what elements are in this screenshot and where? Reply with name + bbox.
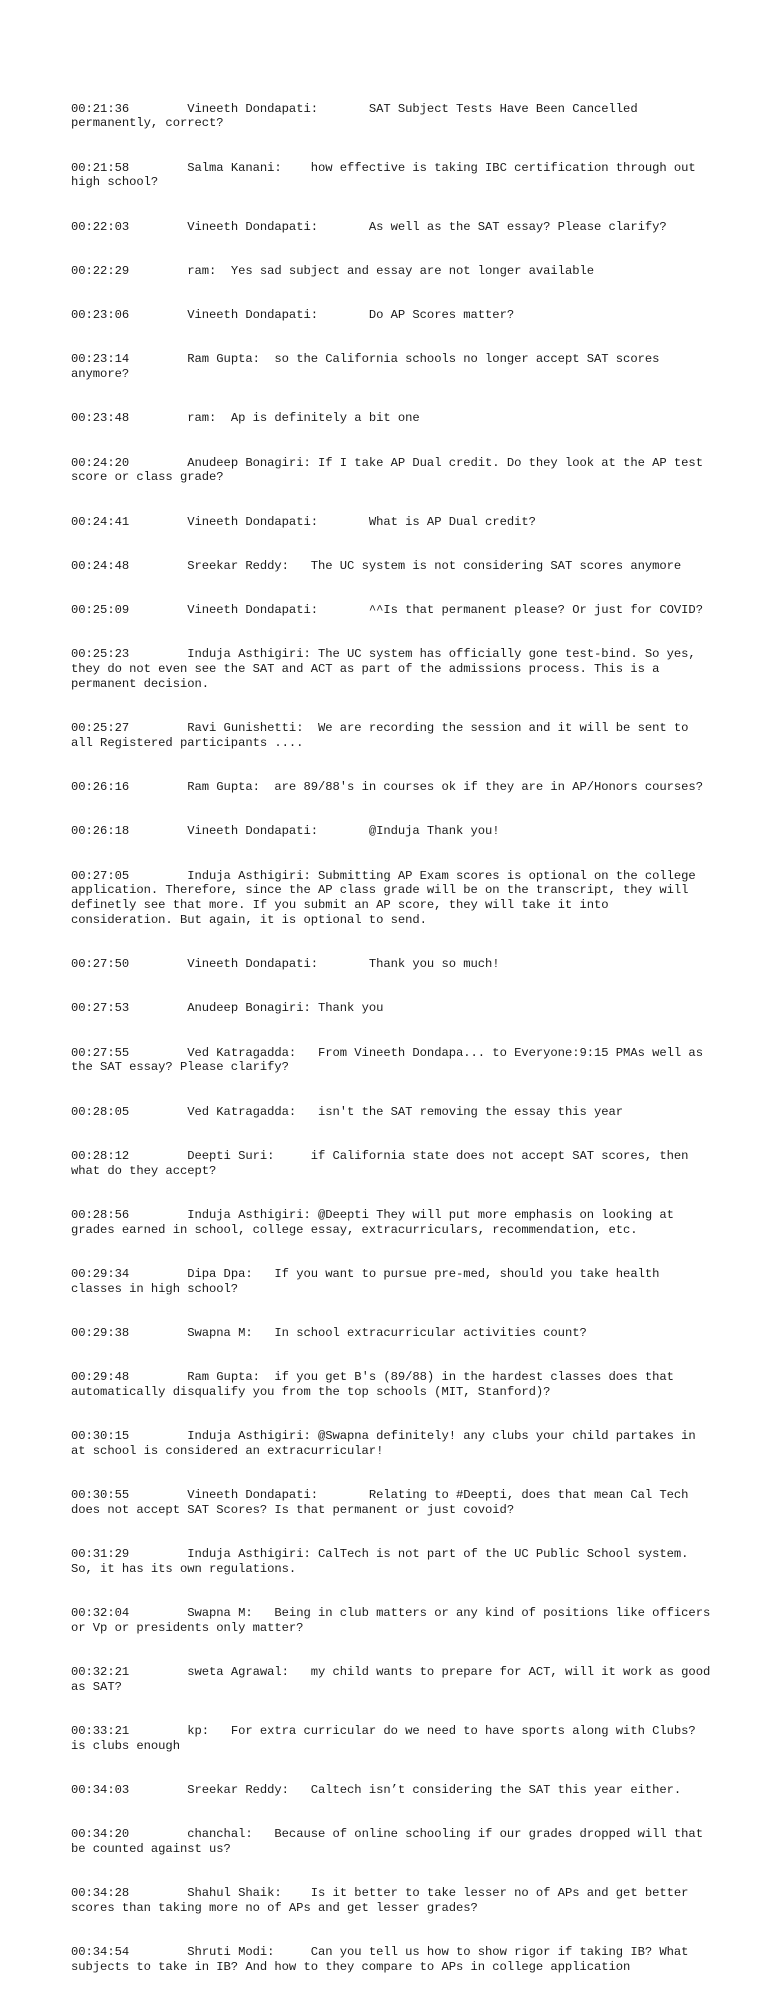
chat-line: 00:28:56 Induja Asthigiri: @Deepti They will put more emphasis on looking at grades earned in school, college essay, extracurriculars, recommendation, etc. bbox=[71, 1207, 682, 1237]
chat-line: 00:27:53 Anudeep Bonagiri: Thank you bbox=[71, 1001, 384, 1016]
chat-line: 00:24:41 Vineeth Dondapati: What is AP Dual credit? bbox=[71, 514, 536, 529]
chat-line: 00:22:29 ram: Yes sad subject and essay are not longer available bbox=[71, 263, 595, 278]
chat-line: 00:34:28 Shahul Shaik: Is it better to take lesser no of APs and get better scores than taking more no of APs and get lesser grades? bbox=[71, 1886, 696, 1915]
chat-line: 00:23:06 Vineeth Dondapati: Do AP Scores matter? bbox=[71, 308, 515, 322]
chat-line: 00:26:16 Ram Gupta: are 89/88's in courses ok if they are in AP/Honors courses? bbox=[71, 780, 703, 794]
chat-line: 00:24:20 Anudeep Bonagiri: If I take AP Dual credit. Do they look at the AP test score or class grade? bbox=[71, 455, 711, 485]
chat-line: 00:30:15 Induja Asthigiri: @Swapna definitely! any clubs your child partakes in at school is considered an extracurricular! bbox=[71, 1429, 703, 1458]
chat-line: 00:31:29 Induja Asthigiri: CalTech is not part of the UC Public School system. So, it has its own regulations. bbox=[71, 1547, 696, 1576]
chat-line: 00:33:21 kp: For extra curricular do we need to have sports along with Clubs? is clubs enough bbox=[71, 1724, 703, 1753]
chat-line: 00:25:23 Induja Asthigiri: The UC system has officially gone test-bind. So yes, they do not even see the SAT and ACT as part of the admissions process. This is a permanent decision. bbox=[71, 647, 703, 691]
chat-line: 00:24:48 Sreekar Reddy: The UC system is not considering SAT scores anymore bbox=[71, 558, 682, 573]
chat-line: 00:25:09 Vineeth Dondapati: ^^Is that permanent please? Or just for COVID? bbox=[71, 603, 703, 617]
chat-line: 00:30:55 Vineeth Dondapati: Relating to #Deepti, does that mean Cal Tech does not accept SAT Scores? Is that permanent or just covoid? bbox=[71, 1488, 696, 1517]
chat-line: 00:27:55 Ved Katragadda: From Vineeth Dondapa... to Everyone:9:15 PMAs well as the SAT essay? Please clarify? bbox=[71, 1045, 711, 1075]
chat-line: 00:21:36 Vineeth Dondapati: SAT Subject Tests Have Been Cancelled permanently, correct? bbox=[71, 101, 645, 131]
chat-line: 00:28:12 Deepti Suri: if California state does not accept SAT scores, then what do they accept? bbox=[71, 1148, 696, 1178]
chat-line: 00:32:04 Swapna M: Being in club matters or any kind of positions like officers or Vp or presidents only matter? bbox=[71, 1606, 718, 1635]
chat-line: 00:29:48 Ram Gupta: if you get B's (89/88) in the hardest classes does that automatically disqualify you from the top schools (MIT, Stanford)? bbox=[71, 1370, 682, 1399]
chat-line: 00:23:48 ram: Ap is definitely a bit one bbox=[71, 411, 420, 426]
chat-line: 00:27:50 Vineeth Dondapati: Thank you so much! bbox=[71, 957, 500, 971]
chat-line: 00:34:20 chanchal: Because of online schooling if our grades dropped will that be counted against us? bbox=[71, 1827, 711, 1856]
chat-line: 00:22:03 Vineeth Dondapati: As well as the SAT essay? Please clarify? bbox=[71, 219, 667, 234]
chat-line: 00:34:54 Shruti Modi: Can you tell us how to show rigor if taking IB? What subjects to take in IB? And how to they compare to APs in college application bbox=[71, 1945, 696, 1974]
chat-line: 00:34:03 Sreekar Reddy: Caltech isn’t considering the SAT this year either. bbox=[71, 1783, 682, 1797]
chat-line: 00:29:34 Dipa Dpa: If you want to pursue pre-med, should you take health classes in high school? bbox=[71, 1266, 667, 1296]
chat-line: 00:25:27 Ravi Gunishetti: We are recording the session and it will be sent to all Registered participants .... bbox=[71, 721, 696, 750]
chat-line: 00:21:58 Salma Kanani: how effective is taking IBC certification through out high school? bbox=[71, 160, 703, 190]
chat-line: 00:29:38 Swapna M: In school extracurricular activities count? bbox=[71, 1325, 587, 1340]
chat-line: 00:23:14 Ram Gupta: so the California schools no longer accept SAT scores anymore? bbox=[71, 352, 667, 381]
chat-line: 00:32:21 sweta Agrawal: my child wants to prepare for ACT, will it work as good as SAT? bbox=[71, 1665, 718, 1694]
chat-transcript bbox=[71, 72, 718, 1990]
chat-line: 00:26:18 Vineeth Dondapati: @Induja Thank you! bbox=[71, 824, 500, 839]
chat-line: 00:28:05 Ved Katragadda: isn't the SAT removing the essay this year bbox=[71, 1104, 624, 1119]
chat-line: 00:27:05 Induja Asthigiri: Submitting AP Exam scores is optional on the college application. Therefore, since the AP class grade will be on the transcript, they will definetly see that more. If you submit an AP score, they will take it into consideration. But again, it is optional to send. bbox=[71, 868, 703, 927]
